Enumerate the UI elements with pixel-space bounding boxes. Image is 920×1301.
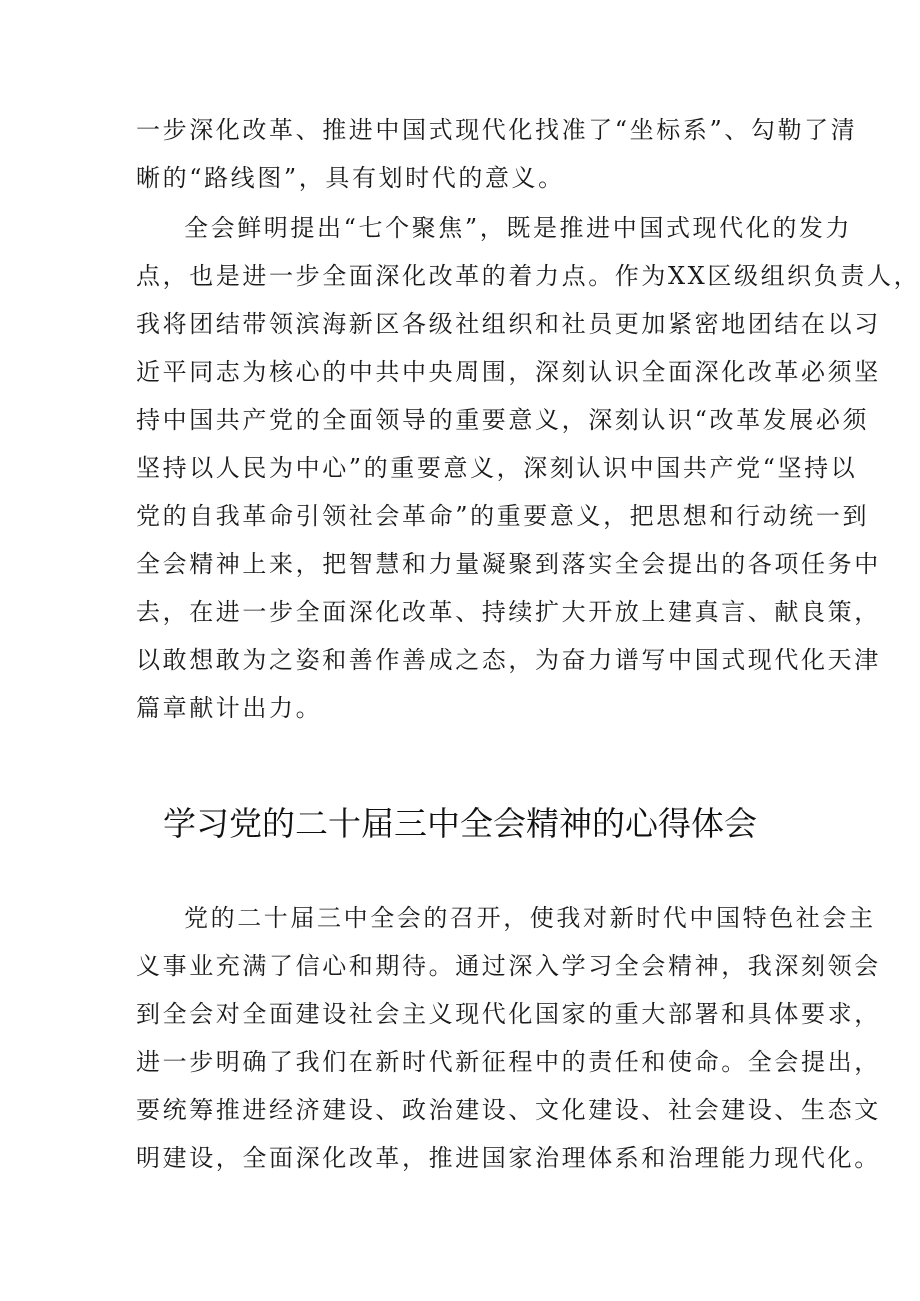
- paragraph-line: 全会精神上来，把智慧和力量凝聚到落实全会提出的各项任务中: [136, 550, 881, 578]
- paragraph-line: 点，也是进一步全面深化改革的着力点。作为XX区级组织负责人，: [136, 262, 920, 290]
- paragraph-line: 持中国共产党的全面领导的重要意义，深刻认识“改革发展必须: [136, 406, 870, 434]
- paragraph-line: 义事业充满了信心和期待。通过深入学习全会精神，我深刻领会: [136, 952, 881, 980]
- paragraph-line: 党的自我革命引领社会革命”的重要意义，把思想和行动统一到: [136, 502, 870, 530]
- paragraph-line: 到全会对全面建设社会主义现代化国家的重大部署和具体要求，: [136, 1000, 881, 1028]
- paragraph-line: 以敢想敢为之姿和善作善成之态，为奋力谱写中国式现代化天津: [136, 646, 881, 674]
- paragraph-line: 我将团结带领滨海新区各级社组织和社员更加紧密地团结在以习: [136, 310, 881, 338]
- paragraph-line: 坚持以人民为中心”的重要意义，深刻认识中国共产党“坚持以: [136, 454, 858, 482]
- paragraph-line: 一步深化改革、推进中国式现代化找准了“坐标系”、勾勒了清: [136, 116, 858, 144]
- paragraph-line: 党的二十届三中全会的召开，使我对新时代中国特色社会主: [184, 904, 876, 932]
- paragraph-line: 篇章献计出力。: [136, 694, 323, 722]
- paragraph-line: 晰的“路线图”，具有划时代的意义。: [136, 164, 565, 192]
- paragraph-line: 要统筹推进经济建设、政治建设、文化建设、社会建设、生态文: [136, 1096, 881, 1124]
- paragraph-line: 去，在进一步全面深化改革、持续扩大开放上建真言、献良策，: [136, 598, 881, 626]
- section-heading: 学习党的二十届三中全会精神的心得体会: [163, 804, 757, 843]
- paragraph-line: 近平同志为核心的中共中央周围，深刻认识全面深化改革必须坚: [136, 358, 881, 386]
- paragraph-line: 全会鲜明提出“七个聚焦”，既是推进中国式现代化的发力: [184, 214, 853, 242]
- paragraph-line: 进一步明确了我们在新时代新征程中的责任和使命。全会提出，: [136, 1048, 881, 1076]
- paragraph-line: 明建设，全面深化改革，推进国家治理体系和治理能力现代化。: [136, 1144, 881, 1172]
